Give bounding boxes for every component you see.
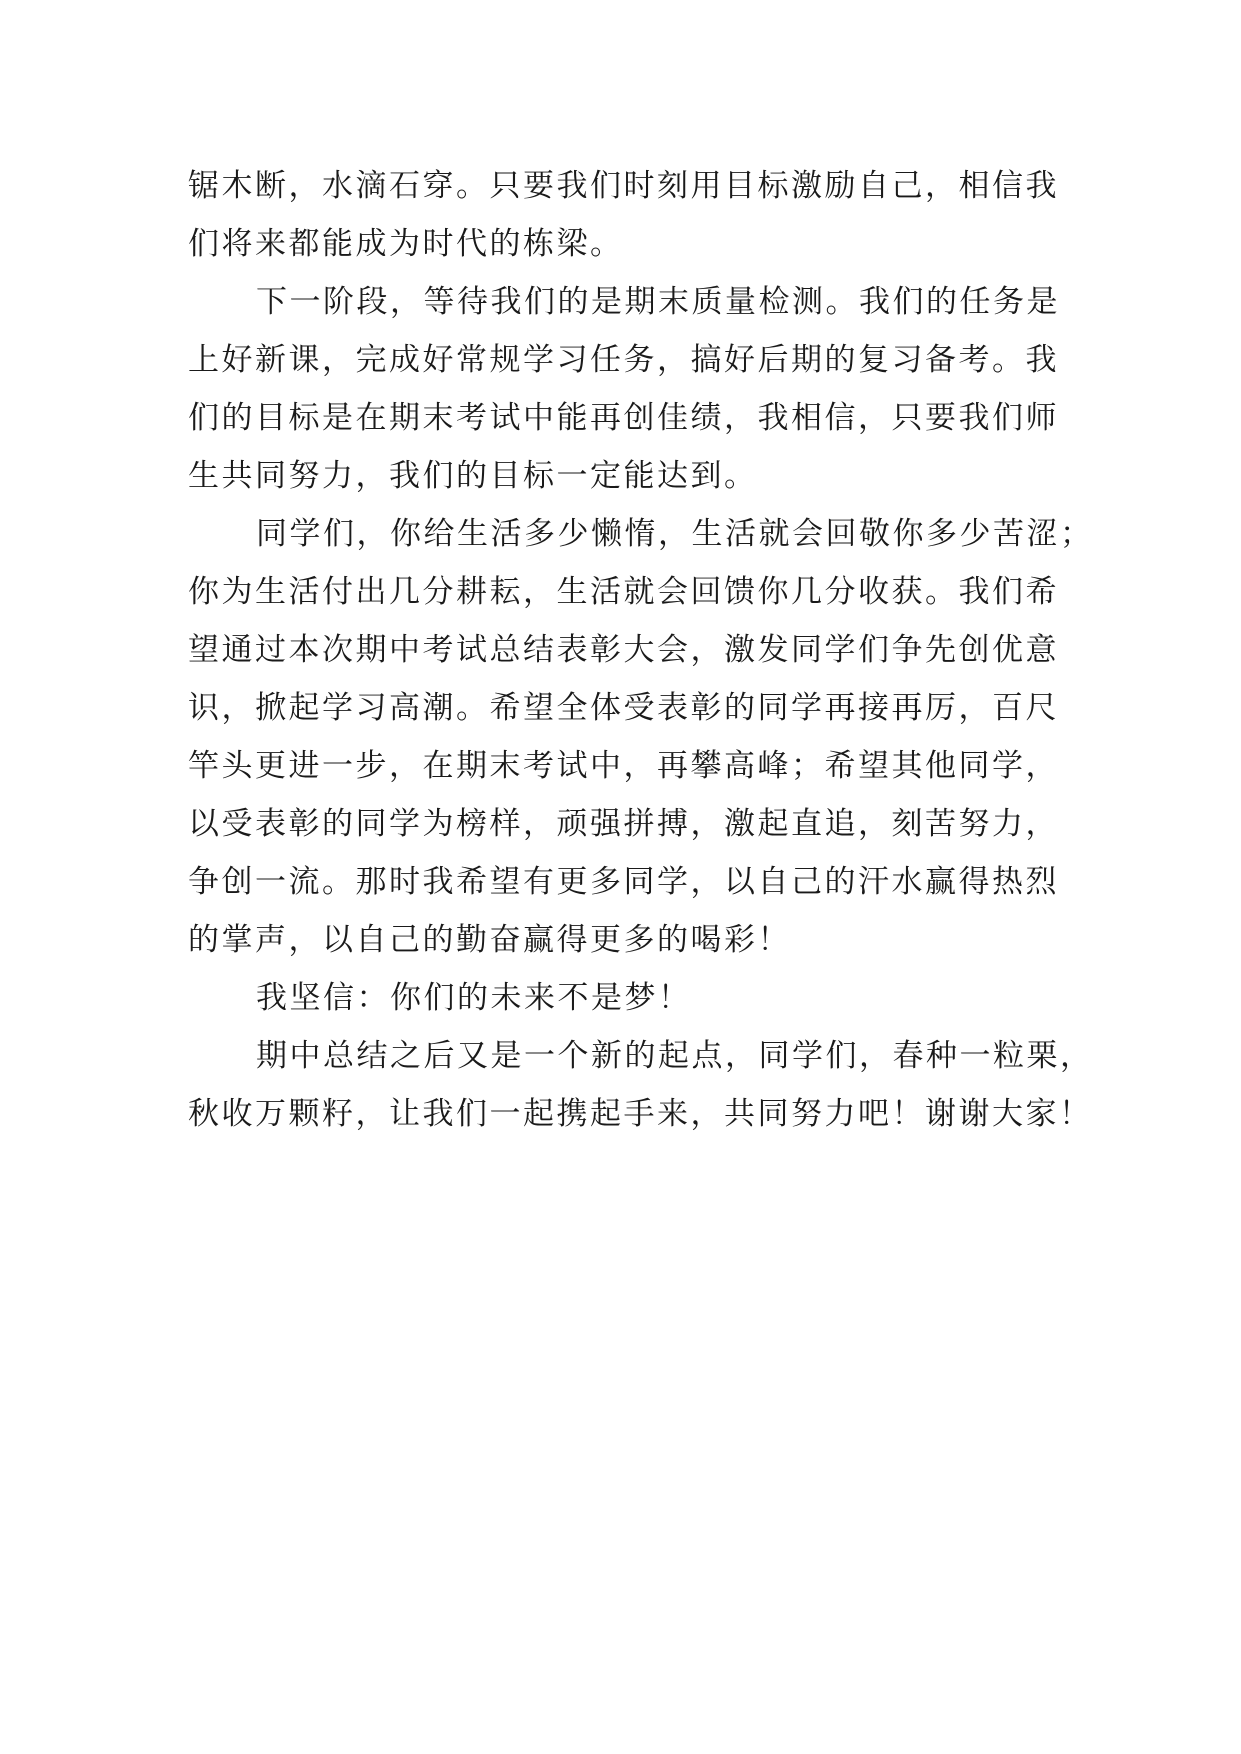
- text-line: 竿头更进一步，在期末考试中，再攀高峰；希望其他同学，: [188, 748, 1059, 784]
- document-body: [188, 157, 1094, 1143]
- text-line: 生共同努力，我们的目标一定能达到。: [188, 458, 758, 494]
- text-line: 期中总结之后又是一个新的起点，同学们，春种一粒栗，: [256, 1038, 1094, 1074]
- text-line: 们的目标是在期末考试中能再创佳绩，我相信，只要我们师: [188, 400, 1059, 436]
- text-line: 下一阶段，等待我们的是期末质量检测。我们的任务是: [256, 284, 1060, 320]
- text-line: 争创一流。那时我希望有更多同学，以自己的汗水赢得热烈: [188, 864, 1059, 900]
- text-line: 上好新课，完成好常规学习任务，搞好后期的复习备考。我: [188, 342, 1059, 378]
- text-line: 们将来都能成为时代的栋梁。: [188, 226, 624, 262]
- text-line: 同学们，你给生活多少懒惰，生活就会回敬你多少苦涩；: [256, 516, 1094, 552]
- text-line: 望通过本次期中考试总结表彰大会，激发同学们争先创优意: [188, 632, 1059, 668]
- text-line: 我坚信：你们的未来不是梦！: [256, 980, 692, 1016]
- text-line: 识，掀起学习高潮。希望全体受表彰的同学再接再厉，百尺: [188, 690, 1059, 726]
- text-line: 秋收万颗籽，让我们一起携起手来，共同努力吧！谢谢大家！: [188, 1096, 1093, 1132]
- text-line: 你为生活付出几分耕耘，生活就会回馈你几分收获。我们希: [188, 574, 1059, 610]
- text-line: 以受表彰的同学为榜样，顽强拼搏，激起直追，刻苦努力，: [188, 806, 1059, 842]
- text-line: 的掌声，以自己的勤奋赢得更多的喝彩！: [188, 922, 791, 958]
- text-line: 锯木断，水滴石穿。只要我们时刻用目标激励自己，相信我: [188, 168, 1059, 204]
